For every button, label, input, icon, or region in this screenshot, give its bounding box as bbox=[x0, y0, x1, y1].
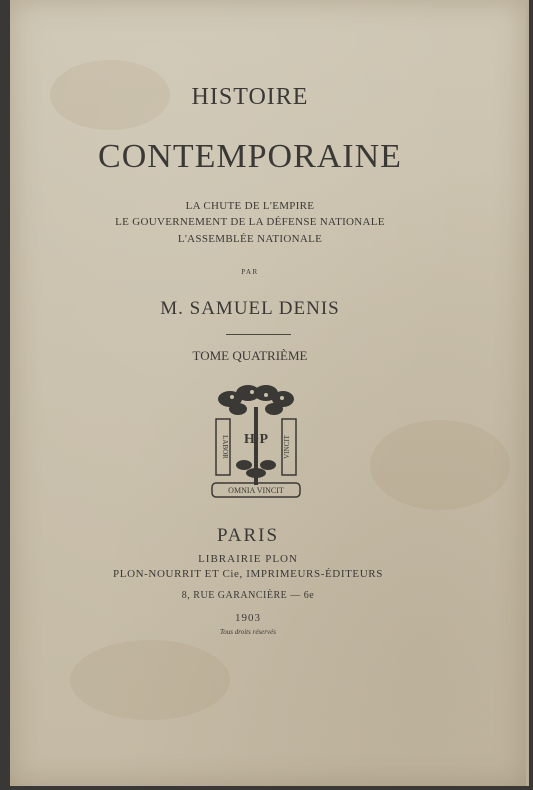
book-cover bbox=[10, 0, 529, 786]
volume-label: TOME QUATRIÈME bbox=[192, 348, 308, 363]
subtitle-line: LA CHUTE DE L'EMPIRE bbox=[185, 200, 315, 212]
title-line-1: HISTOIRE bbox=[191, 84, 309, 110]
publisher-address: 8, RUE GARANCIÈRE — 6e bbox=[181, 590, 315, 601]
publication-year: 1903 bbox=[235, 612, 261, 624]
paper-stain bbox=[370, 420, 510, 510]
paper-stain bbox=[70, 640, 230, 720]
svg-text:VINCIT: VINCIT bbox=[283, 435, 291, 459]
title-line-2: CONTEMPORAINE bbox=[98, 138, 402, 175]
author-name: M. SAMUEL DENIS bbox=[160, 298, 340, 319]
subtitle-line: LE GOUVERNEMENT DE LA DÉFENSE NATIONALE bbox=[115, 216, 385, 228]
by-label: PAR bbox=[241, 268, 259, 276]
publisher-line-2: PLON-NOURRIT ET Cie, IMPRIMEURS-ÉDITEURS bbox=[113, 568, 383, 580]
rights-notice: Tous droits réservés bbox=[220, 628, 276, 636]
svg-text:OMNIA VINCIT: OMNIA VINCIT bbox=[228, 486, 284, 495]
svg-text:LABOR: LABOR bbox=[221, 435, 229, 459]
divider-rule bbox=[226, 334, 291, 335]
subtitle-line: L'ASSEMBLÉE NATIONALE bbox=[177, 233, 323, 245]
publisher-emblem-icon bbox=[208, 385, 304, 503]
publisher-line-1: LIBRAIRIE PLON bbox=[198, 553, 298, 565]
city-label: PARIS bbox=[216, 525, 280, 546]
svg-text:H·P: H·P bbox=[243, 432, 269, 447]
